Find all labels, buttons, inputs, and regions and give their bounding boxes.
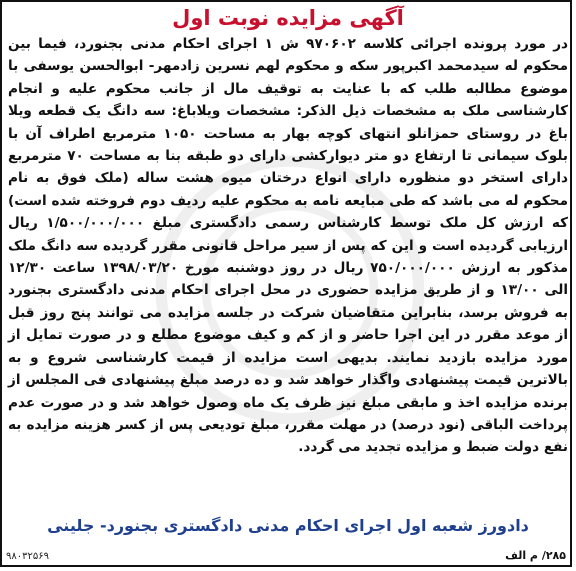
notice-reference-code: ۲۸۵/ م الف [505, 549, 566, 562]
notice-signature: دادورز شعبه اول اجرای احکام مدنی دادگستری بجنورد- جلینی [47, 516, 529, 535]
notice-body [8, 33, 568, 459]
notice-title: آگهی مزایده نوبت اول [172, 6, 404, 30]
notice-paragraph: در مورد پرونده اجرائی کلاسه ۹۷۰۶۰۲ ش ۱ اجرای احکام مدنی بجنورد، فیما بین محکوم له سیدمحمد اکبرپور سکه و محکوم لهم نسرین زادمهر- ابوالحسن یوسفی با موضوع مطالبه طلب که با عنایت به توقیف مال از جانب محکوم علیه و انجام کارشناسی ملک به مشخصات ذیل الذکر: مشخصات ویلاباغ: سه دانگ یک قطعه ویلا باغ در روستای حمزانلو انتهای کوچه بهار به مساحت ۱۰۵۰ مترمربع اطراف آن با بلوک سیمانی تا ارتفاع دو متر دیوارکشی دارای دو طبقه بنا به مساحت ۷۰ مترمربع دارای استخر دو منظوره دارای انواع درختان میوه هشت ساله (ملک فوق به نام محکوم له می باشد که طی مبایعه نامه به محکوم علیه ردیف دوم فروخته شده است) که ارزش کل ملک توسط کارشناس رسمی دادگستری مبلغ ۱/۵۰۰/۰۰۰/۰۰۰ ریال ارزیابی گردیده است و این که پس از سیر مراحل قانونی مقرر گردیده سه دانگ ملک مذکور به ارزش ۷۵۰/۰۰۰/۰۰۰ ریال در روز دوشنبه مورخ ۱۳۹۸/۰۳/۲۰ ساعت ۱۲/۳۰ الی ۱۳/۰۰ و از طریق مزایده حضوری در محل اجرای احکام مدنی دادگستری بجنورد به فروش برسد، بنابراین متقاضیان شرکت در جلسه مزایده می توانند پنج روز قبل از موعد مقرر در این اجرا حاضر و از کم و کیف موضوع مطلع و در صورت تمایل از مورد مزایده بازدید نمایند. بدیهی است مزایده از قیمت کارشناسی شروع و به بالاترین قیمت پیشنهادی واگذار خواهد شد و ده درصد مبلغ پیشنهادی فی المجلس از برنده مزایده اخذ و مابقی مبلغ نیز ظرف یک ماه وصول خواهد شد و در صورت عدم پرداخت الباقی (نود درصد) در مهلت مقرر، مبلغ تودیعی پس از کسر هزینه مزایده به نفع دولت ضبط و مزایده تجدید می گردد. [8, 36, 569, 456]
notice-tracking-number: ۹۸۰۳۲۵۶۹ [6, 551, 49, 562]
